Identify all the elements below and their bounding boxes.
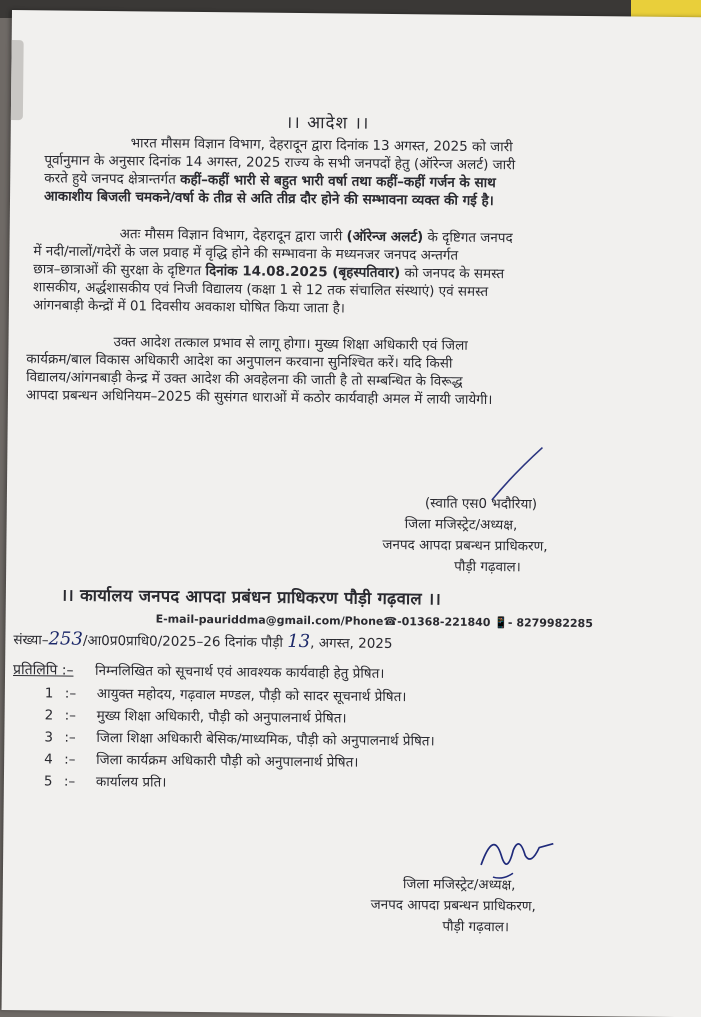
copy-item-text: मुख्य शिक्षा अधिकारी, पौड़ी को अनुपालनार्थ प्रेषित।: [96, 707, 347, 727]
para2-line1-end: के दृष्टिगत जनपद: [427, 229, 513, 247]
signatory-name: (स्वाति एस0 भदौरिया): [424, 495, 538, 513]
paper-clip-tab: [11, 40, 24, 120]
signatory-place: पौड़ी गढ़वाल।: [442, 918, 510, 936]
signatory-designation: जिला मजिस्ट्रेट/अध्यक्ष,: [402, 876, 516, 894]
copy-item-text: कार्यालय प्रति।: [95, 773, 167, 791]
copy-item-text: आयुक्त महोदय, गढ़वाल मण्डल, पौड़ी को सादर सूचनार्थ प्रेषित।: [96, 685, 407, 706]
copy-item: [44, 749, 358, 770]
para1-line3-text: करते हुये जनपद क्षेत्रान्तर्गत: [44, 170, 176, 188]
copy-item-dash: :–: [63, 773, 76, 790]
para2-holiday-date: दिनांक 14.08.2025 (बृहस्पतिवार): [205, 263, 401, 282]
signature-block-1: [382, 493, 548, 578]
para2-line1-text: अतः मौसम विज्ञान विभाग, देहरादून द्वारा जारी: [119, 226, 343, 245]
signatory-authority: जनपद आपदा प्रबन्धन प्राधिकरण,: [370, 896, 536, 915]
para1-line3-bold: कहीं–कहीं भारी से बहुत भारी वर्षा तथा कहीं–कहीं गर्जन के साथ: [180, 171, 496, 192]
signatory-designation: जिला मजिस्ट्रेट/अध्यक्ष,: [404, 516, 518, 534]
reference-line: [13, 628, 392, 653]
para3-line1: उक्त आदेश तत्काल प्रभाव से लागू होगा। मुख्य शिक्षा अधिकारी एवं जिला: [113, 334, 468, 354]
reference-prefix: संख्या–: [13, 632, 49, 649]
para1-line2: पूर्वानुमान के अनुसार दिनांक 14 अगस्त, 2025 राज्य के सभी जनपदों हेतु (ऑरेन्ज अलर्ट) जारी: [44, 152, 516, 174]
para1-line1: भारत मौसम विज्ञान विभाग, देहरादून द्वारा दिनांक 13 अगस्त, 2025 को जारी: [130, 135, 513, 156]
copy-item-dash: :–: [64, 707, 77, 724]
copy-label: प्रतिलिपि :–: [13, 662, 74, 679]
copy-item-number: 4: [44, 751, 53, 768]
document-page: [2, 10, 701, 1017]
copy-item-text: जिला शिक्षा अधिकारी बेसिक/माध्यमिक, पौड़ी को अनुपालनार्थ प्रेषित।: [96, 729, 435, 750]
reference-suffix: , अगस्त, 2025: [310, 635, 393, 653]
copy-item-dash: :–: [64, 751, 76, 768]
copy-item-dash: :–: [64, 685, 77, 702]
contact-line: E-mail-pauriddma@gmail.com/Phone☎-01368-221840 📱- 8279982285: [155, 612, 593, 631]
para2-line3-text: छात्र–छात्राओं की सुरक्षा के दृष्टिगत: [33, 261, 202, 279]
para2-orange-alert: (ऑरेन्ज अलर्ट): [346, 228, 424, 246]
para3-line4: आपदा प्रबन्धन अधिनियम–2025 की सुसंगत धाराओं में कठोर कार्यवाही अमल में लायी जायेगी।: [25, 387, 493, 409]
order-heading: ।। आदेश ।।: [285, 112, 370, 134]
para2-line4: शासकीय, अर्द्धशासकीय एवं निजी विद्यालय (कक्षा 1 से 12 तक संचालित संस्थाएं) एवं समस्त: [33, 279, 489, 301]
para2-line3-end: को जनपद के समस्त: [404, 265, 505, 283]
para3-line3: विद्यालय/आंगनबाड़ी केन्द्र में उक्त आदेश की अवहेलना की जाती है तो सम्बन्धित के विरूद्ध: [26, 369, 463, 390]
para2-line2: में नदी/नालों/गदेरों के जल प्रवाह में वृद्धि होने की सम्भावना के मध्यनजर जनपद अन्तर्गत: [33, 243, 459, 264]
reference-number-handwritten: 253: [48, 628, 83, 650]
copy-item-text: जिला कार्यक्रम अधिकारी पौड़ी को अनुपालनार्थ प्रेषित।: [96, 751, 359, 771]
signatory-place: पौड़ी गढ़वाल।: [454, 558, 521, 576]
signatory-authority: जनपद आपदा प्रबन्धन प्राधिकरण,: [382, 536, 548, 555]
copy-item-number: 5: [43, 773, 53, 790]
copy-item-number: 2: [44, 707, 54, 724]
para1-line4: आकाशीय बिजली चमकने/वर्षा के तीव्र से अति तीव्र दौर होने की सम्भावना व्यक्त की गई है।: [43, 188, 494, 210]
copy-intro: निम्नलिखित को सूचनार्थ एवं आवश्यक कार्यवाही हेतु प्रेषित।: [94, 662, 385, 682]
copy-item-dash: :–: [64, 729, 76, 746]
para3-line2: कार्यक्रम/बाल विकास अधिकारी आदेश का अनुपालन करवाना सुनिश्चित करें। यदि किसी: [26, 351, 453, 372]
copy-item: [45, 705, 347, 726]
signature-block-2: [370, 874, 536, 938]
copy-item-number: 1: [44, 685, 54, 702]
copy-item-number: 3: [44, 729, 54, 746]
para2-line5: आंगनबाड़ी केन्द्रों में 01 दिवसीय अवकाश घोषित किया जाता है।: [32, 297, 346, 317]
office-title: ।। कार्यालय जनपद आपदा प्रबंधन प्राधिकरण पौड़ी गढ़वाल ।।: [60, 585, 442, 609]
copy-item: [44, 727, 434, 749]
copy-item: [44, 771, 167, 790]
copy-item: [45, 683, 407, 705]
reference-middle: /आ0प्र0प्राधि0/2025–26 दिनांक पौड़ी: [82, 632, 284, 651]
reference-day-handwritten: 13: [287, 630, 311, 653]
